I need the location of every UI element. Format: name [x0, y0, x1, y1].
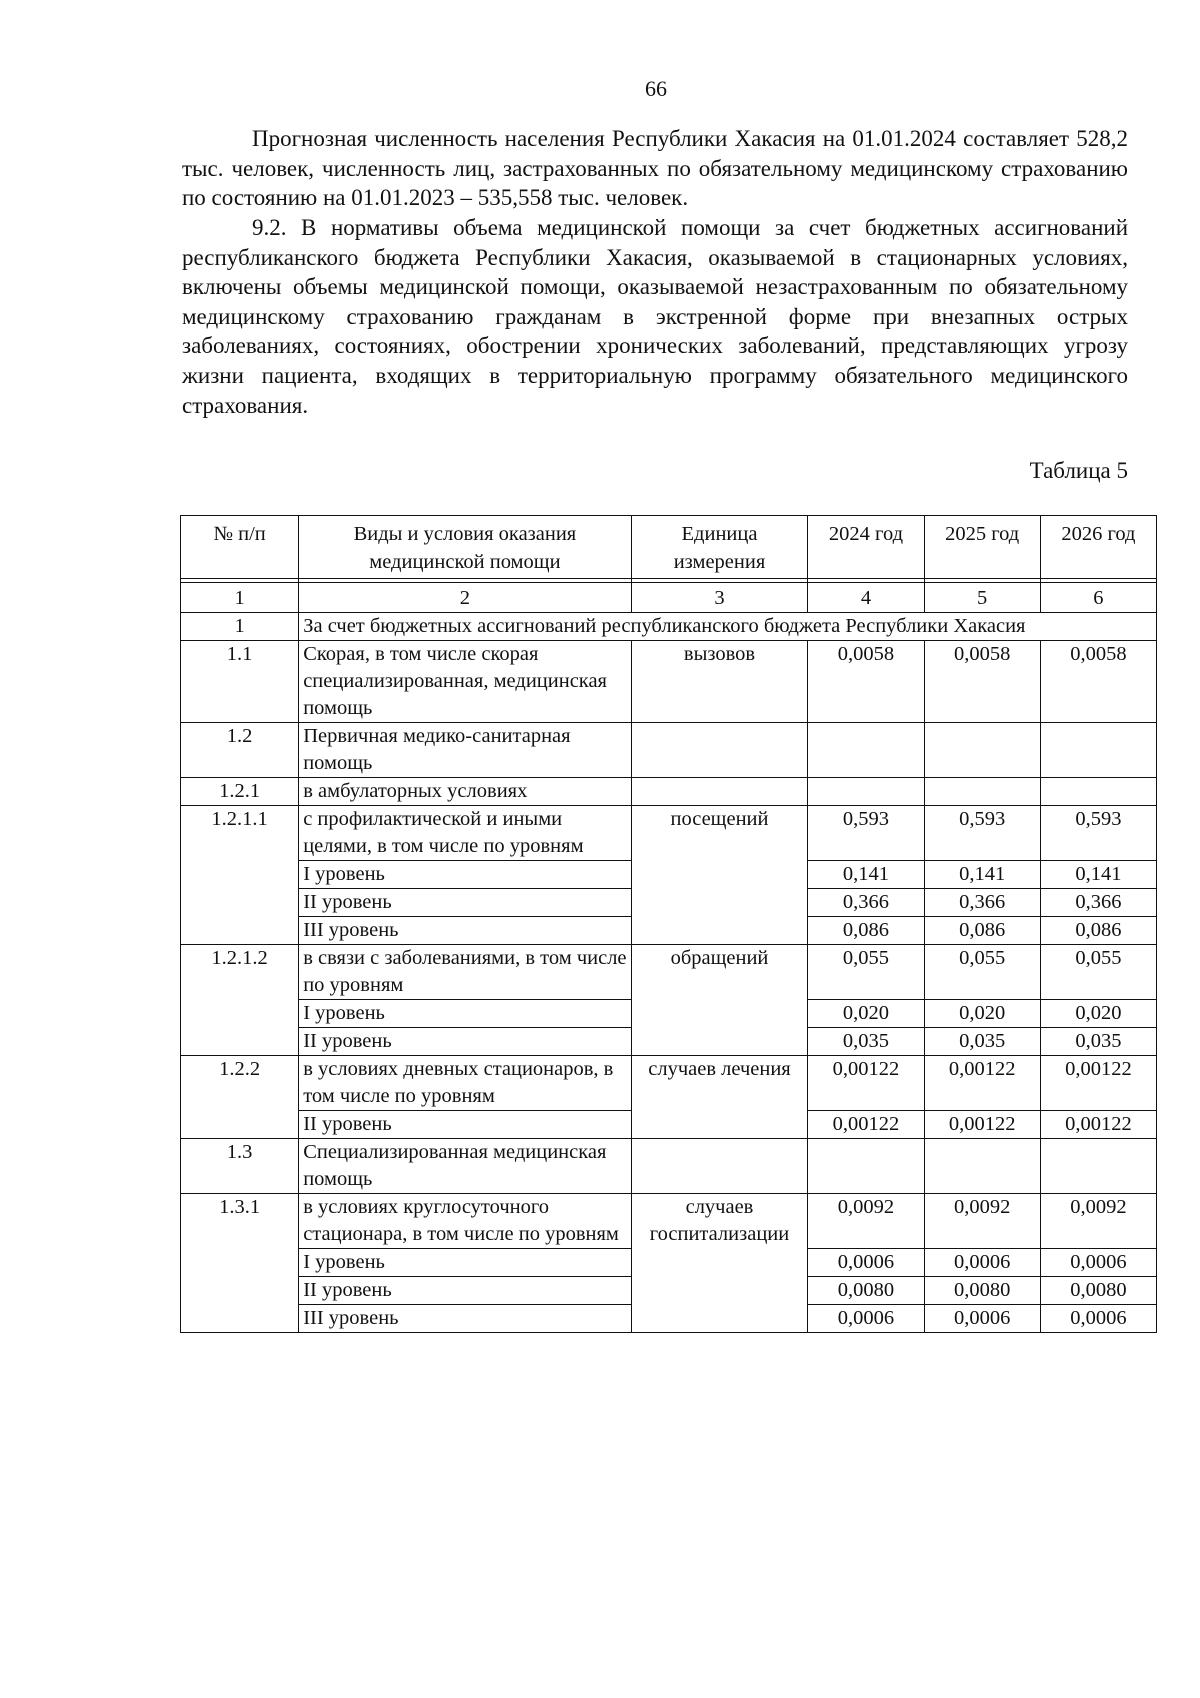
- value-2025: [924, 723, 1040, 778]
- row-unit: [631, 1139, 808, 1194]
- value-2026: 0,086: [1040, 917, 1156, 945]
- value-2024: 0,141: [808, 861, 924, 889]
- row-unit: случаев госпитализации: [631, 1194, 808, 1333]
- row-unit: вызовов: [631, 641, 808, 723]
- value-2026: 0,0058: [1040, 641, 1156, 723]
- paragraph-text: 9.2. В нормативы объема медицинской помощи за счет бюджетных ассигнований республиканского бюджета Республики Хакасия, оказываемой в стационарных условиях, включены объемы медицинской помощи, оказываемой незастрахованным по обязательному медицинскому страхованию гражданам в экстренной форме при внезапных острых заболеваниях, состояниях, обострении хронических заболеваний, представляющих угрозу жизни пациента, входящих в территориальную программу обязательного медицинского страхования.: [182, 215, 1128, 418]
- row-unit: случаев лечения: [631, 1056, 808, 1139]
- value-2024: 0,020: [808, 1000, 924, 1028]
- value-2024: 0,0058: [808, 641, 924, 723]
- value-2024: 0,0006: [808, 1305, 924, 1333]
- column-number: 3: [631, 583, 808, 613]
- column-number: 2: [299, 583, 631, 613]
- value-2024: 0,0080: [808, 1277, 924, 1305]
- value-2025: 0,020: [924, 1000, 1040, 1028]
- value-2026: 0,0092: [1040, 1194, 1156, 1249]
- value-2025: 0,0006: [924, 1305, 1040, 1333]
- value-2024: 0,593: [808, 806, 924, 861]
- value-2024: 0,00122: [808, 1111, 924, 1139]
- row-kind: в условиях круглосуточного стационара, в том числе по уровням: [299, 1194, 631, 1249]
- value-2024: [808, 778, 924, 806]
- header-2025: 2025 год: [924, 516, 1040, 579]
- column-number: 4: [808, 583, 924, 613]
- column-number: 6: [1040, 583, 1156, 613]
- header-unit: Единица измерения: [631, 516, 808, 579]
- value-2026: [1040, 1139, 1156, 1194]
- table-header: [181, 516, 1157, 641]
- row-unit: [631, 778, 808, 806]
- table-row: [181, 1139, 1157, 1194]
- table-row: [181, 1194, 1157, 1249]
- page-number: 66: [645, 76, 667, 101]
- value-2024: 0,086: [808, 917, 924, 945]
- value-2026: 0,0006: [1040, 1305, 1156, 1333]
- value-2024: 0,055: [808, 945, 924, 1000]
- value-2025: 0,0006: [924, 1249, 1040, 1277]
- row-kind: III уровень: [299, 917, 631, 945]
- value-2026: [1040, 723, 1156, 778]
- row-kind: в условиях дневных стационаров, в том числе по уровням: [299, 1056, 631, 1111]
- row-kind: II уровень: [299, 889, 631, 917]
- table-row: [181, 641, 1157, 723]
- value-2026: 0,00122: [1040, 1111, 1156, 1139]
- row-kind: Скорая, в том числе скорая специализированная, медицинская помощь: [299, 641, 631, 723]
- column-number: 1: [181, 583, 299, 613]
- row-kind: II уровень: [299, 1111, 631, 1139]
- value-2025: [924, 1139, 1040, 1194]
- row-unit: посещений: [631, 806, 808, 945]
- row-num: 1.2.2: [181, 1056, 299, 1139]
- table-row: [181, 945, 1157, 1000]
- table-row: [181, 1056, 1157, 1111]
- value-2026: 0,366: [1040, 889, 1156, 917]
- value-2024: 0,366: [808, 889, 924, 917]
- header-row: [181, 516, 1157, 579]
- row-unit: [631, 723, 808, 778]
- header-num: № п/п: [181, 516, 299, 579]
- paragraph-text: Прогнозная численность населения Республики Хакасия на 01.01.2024 составляет 528,2 тыс. человек, численность лиц, застрахованных по обязательному медицинскому страхованию по состоянию на 01.01.2023 – 535,558 тыс. человек.: [182, 126, 1128, 211]
- volume-norms-table: [180, 515, 1157, 1333]
- column-number-row: [181, 583, 1157, 613]
- row-num: 1.2.1.1: [181, 806, 299, 945]
- row-num: 1.3.1: [181, 1194, 299, 1333]
- section-title: За счет бюджетных ассигнований республиканского бюджета Республики Хакасия: [299, 613, 1157, 641]
- table-body: [181, 641, 1157, 1333]
- row-kind: Специализированная медицинская помощь: [299, 1139, 631, 1194]
- value-2026: 0,035: [1040, 1028, 1156, 1056]
- table-row: [181, 778, 1157, 806]
- value-2026: [1040, 778, 1156, 806]
- value-2026: 0,593: [1040, 806, 1156, 861]
- column-number: 5: [924, 583, 1040, 613]
- value-2026: 0,020: [1040, 1000, 1156, 1028]
- row-kind: I уровень: [299, 1000, 631, 1028]
- row-num: 1.2: [181, 723, 299, 778]
- value-2025: 0,141: [924, 861, 1040, 889]
- value-2025: 0,366: [924, 889, 1040, 917]
- value-2026: 0,055: [1040, 945, 1156, 1000]
- row-num: 1.3: [181, 1139, 299, 1194]
- row-num: 1.2.1: [181, 778, 299, 806]
- section-num: 1: [181, 613, 299, 641]
- value-2025: 0,00122: [924, 1056, 1040, 1111]
- row-kind: в связи с заболеваниями, в том числе по уровням: [299, 945, 631, 1000]
- table-row: [181, 806, 1157, 861]
- value-2025: 0,055: [924, 945, 1040, 1000]
- row-kind: I уровень: [299, 1249, 631, 1277]
- row-kind: II уровень: [299, 1277, 631, 1305]
- row-kind: Первичная медико-санитарная помощь: [299, 723, 631, 778]
- value-2025: 0,0058: [924, 641, 1040, 723]
- value-2026: 0,141: [1040, 861, 1156, 889]
- section-row: [181, 613, 1157, 641]
- row-num: 1.2.1.2: [181, 945, 299, 1056]
- value-2025: 0,00122: [924, 1111, 1040, 1139]
- row-kind: III уровень: [299, 1305, 631, 1333]
- table-caption: Таблица 5: [1029, 458, 1128, 483]
- value-2024: [808, 723, 924, 778]
- value-2024: 0,0092: [808, 1194, 924, 1249]
- row-kind: II уровень: [299, 1028, 631, 1056]
- value-2024: 0,0006: [808, 1249, 924, 1277]
- value-2025: 0,0080: [924, 1277, 1040, 1305]
- row-kind: с профилактической и иными целями, в том числе по уровням: [299, 806, 631, 861]
- row-kind: в амбулаторных условиях: [299, 778, 631, 806]
- value-2025: 0,593: [924, 806, 1040, 861]
- table-row: [181, 723, 1157, 778]
- value-2026: 0,0080: [1040, 1277, 1156, 1305]
- value-2024: 0,035: [808, 1028, 924, 1056]
- paragraph-norms: [182, 213, 1128, 420]
- row-kind: I уровень: [299, 861, 631, 889]
- header-2026: 2026 год: [1040, 516, 1156, 579]
- row-num: 1.1: [181, 641, 299, 723]
- value-2025: 0,035: [924, 1028, 1040, 1056]
- value-2025: 0,0092: [924, 1194, 1040, 1249]
- header-kind: Виды и условия оказания медицинской помощи: [299, 516, 631, 579]
- value-2026: 0,00122: [1040, 1056, 1156, 1111]
- paragraph-population: [182, 124, 1128, 213]
- row-unit: обращений: [631, 945, 808, 1056]
- value-2025: 0,086: [924, 917, 1040, 945]
- value-2024: 0,00122: [808, 1056, 924, 1111]
- value-2025: [924, 778, 1040, 806]
- value-2024: [808, 1139, 924, 1194]
- header-2024: 2024 год: [808, 516, 924, 579]
- value-2026: 0,0006: [1040, 1249, 1156, 1277]
